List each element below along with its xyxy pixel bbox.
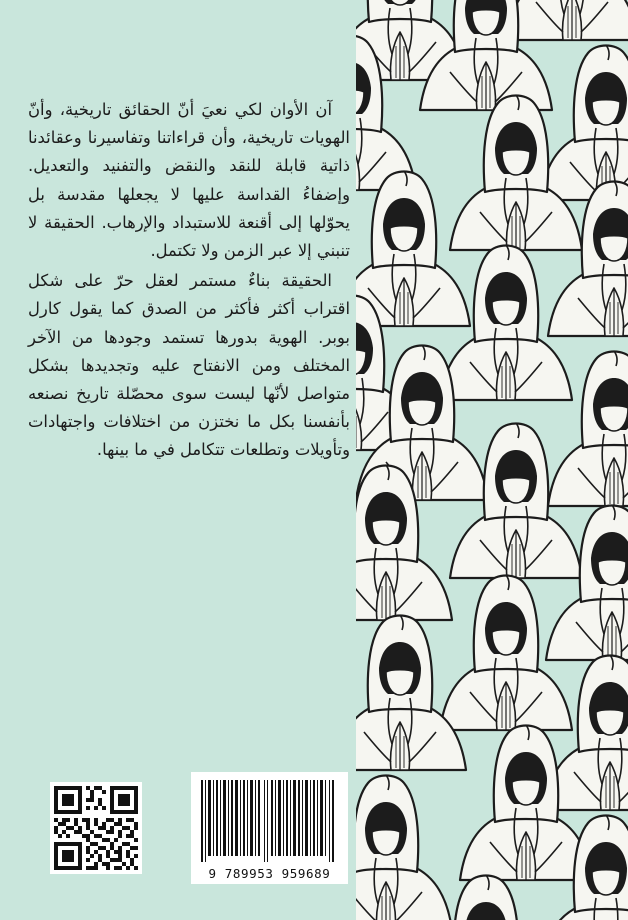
blurb-paragraph-1: آن الأوان لكي نعيَ أنّ الحقائق تاريخية، وأنّ الهويات تاريخية، وأن قراءاتنا وتفاسيرنا وعقائدنا ذاتية قابلة للنقد والنقض والتفنيد والتعديل. وإضفاءُ القداسة عليها لا يجعلها مقدسة بل يحوّلها إلى أقنعة للاستبداد والإرهاب. الحقيقة لا تنبني إلا عبر الزمن ولا تكتمل. <box>28 100 350 261</box>
blurb-paragraph-2: الحقيقة بناءٌ مستمر لعقل حرّ على شكل اقتراب أكثر فأكثر من الصدق كما يقول كارل بوبر. الهوية بدورها تستمد وجودها من الآخر المختلف ومن الانفتاح عليه وتجديدها بشكل متواصل لأنّها ليست سوى محصّلة تاريخ نصنعه بأنفسنا بكل ما نختزن من اختلافات واجتهادات وتأويلات وتطلعات تتكامل في ما بينها. <box>28 271 350 460</box>
blurb-text <box>28 96 350 465</box>
hooded-figures-illustration <box>356 0 628 920</box>
isbn-number: 9 789953 959689 <box>208 866 331 881</box>
barcode <box>191 772 348 884</box>
barcode-icon <box>191 772 348 864</box>
qr-code-icon <box>50 782 142 874</box>
